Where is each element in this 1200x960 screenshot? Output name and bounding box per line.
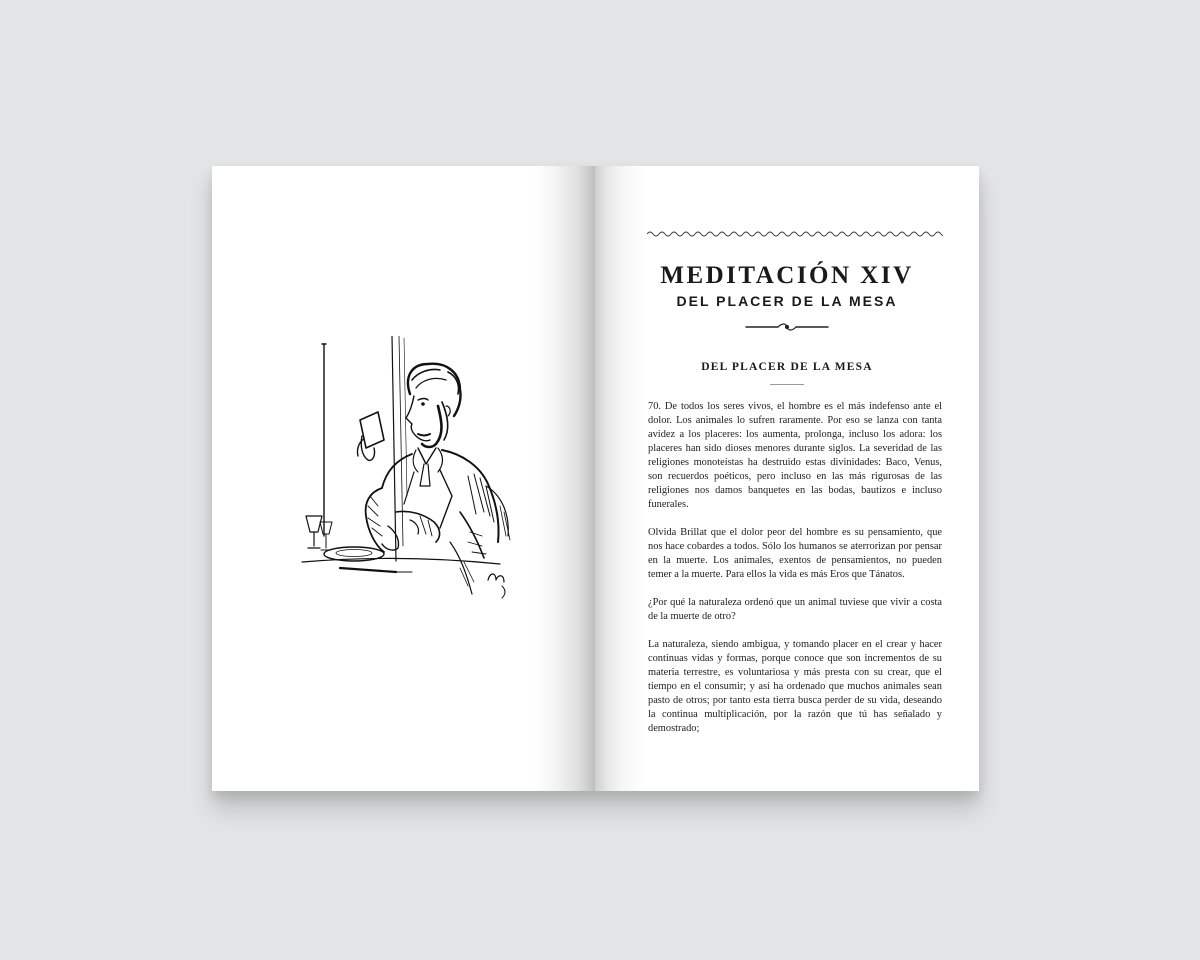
paragraph: 70. De todos los seres vivos, el hombre es el más indefenso ante el dolor. Los animales lo sufren raramente. Por eso se lanza con tanta avidez a los placeres: los aumenta, prolonga, incluso los adora: los placeres han sido dioses menores durante siglos. La severidad de las religiones monoteístas ha destruido estas divinidades: Baco, Venus, son recuerdos poéticos, pero incluso en las más rigurosas de las religiones nos damos banquetes en las bodas, bautizos e incluso funerales. [648, 401, 942, 510]
flourish-ornament [744, 322, 830, 332]
paragraph: Olvida Brillat que el dolor peor del hombre es su pensamiento, que nos hace cobardes a todos. Sólo los humanos se aterrorizan por pensar en la muerte. Los animales, exentos de pensamientos, no pueden temer a la muerte. Para ellos la vida es más Eros que Tánatos. [648, 527, 942, 580]
chapter-subtitle: DEL PLACER DE LA MESA [676, 293, 898, 309]
chapter-title: MEDITACIÓN XIV [660, 262, 914, 289]
gentleman-reading-illustration [300, 336, 520, 602]
body-text [648, 400, 942, 750]
section-divider [770, 384, 804, 385]
section-heading: DEL PLACER DE LA MESA [701, 361, 873, 373]
paragraph: ¿Por qué la naturaleza ordenó que un animal tuviese que vivir a costa de la muerte de otro? [648, 597, 942, 622]
open-book [212, 166, 979, 791]
wavy-rule-ornament [647, 229, 943, 239]
paragraph: La naturaleza, siendo ambigua, y tomando placer en el crear y hacer continuas vidas y formas, porque conoce que son incrementos de su materia terrestre, es voluntariosa y más presta con su crear, que el tiempo en el consumir; y así ha ordenado que muchos animales sean pasto de otros; por tanto esta tierra busca perder de su vida, deseando la continua multiplicación, por la razón que tú has señalado y demostrado; [648, 639, 942, 734]
left-page [212, 166, 595, 791]
right-page [595, 166, 979, 791]
